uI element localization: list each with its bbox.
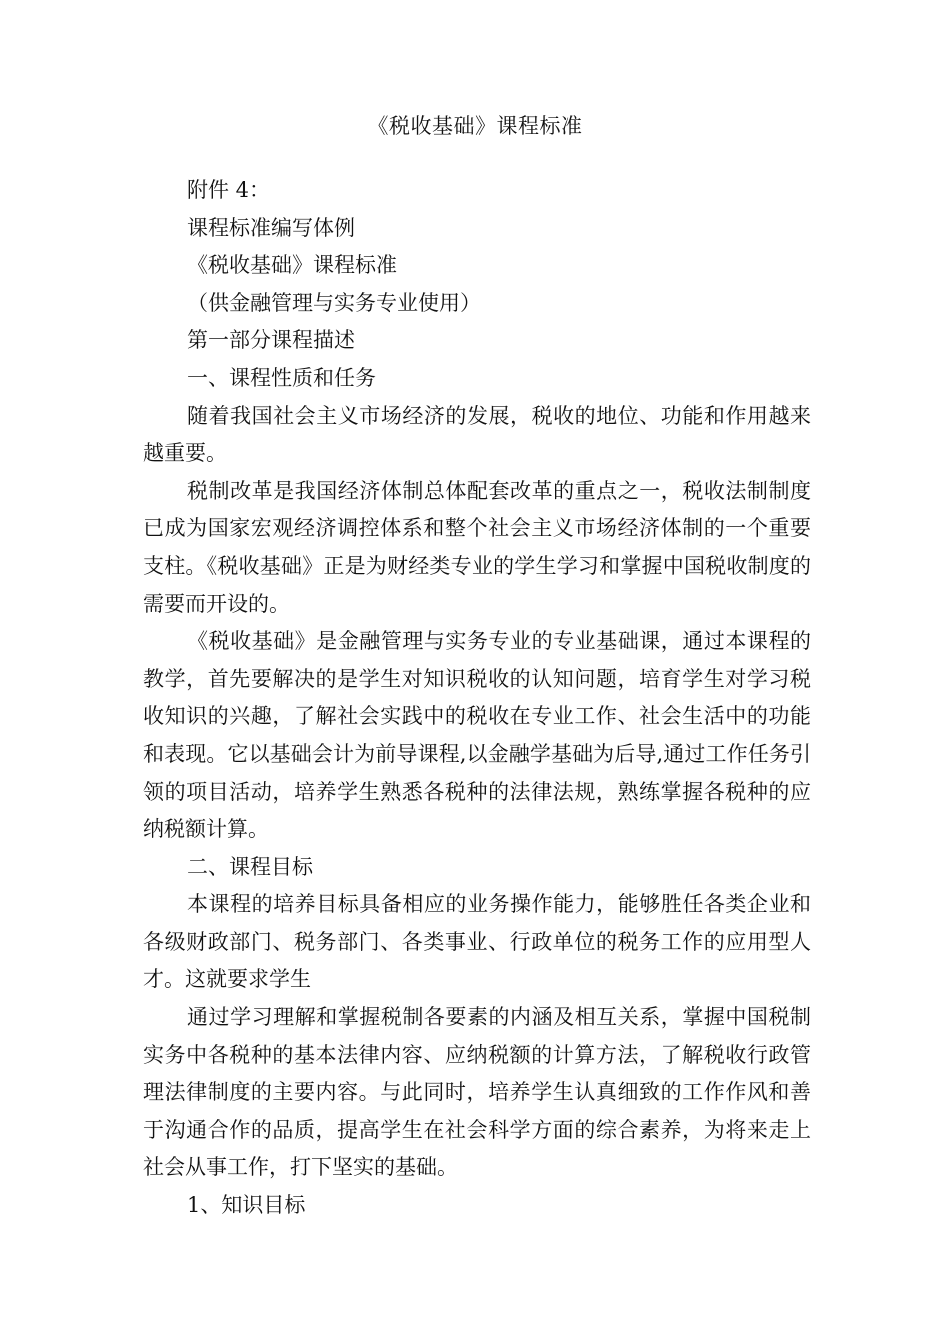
paragraph-3: 《税收基础》是金融管理与实务专业的专业基础课，通过本课程的教学，首先要解决的是学生对知识税收的认知问题，培育学生对学习税收知识的兴趣，了解社会实践中的税收在专业工作、社会生活中的功能和表现。它以基础会计为前导课程,以金融学基础为后导,通过工作任务引领的项目活动，培养学生熟悉各税种的法律法规，熟练掌握各税种的应纳税额计算。	[143, 629, 811, 842]
attachment-label: 附件 4：	[187, 178, 271, 202]
section-one-heading: 一、课程性质和任务	[187, 365, 376, 390]
paragraph-2: 税制改革是我国经济体制总体配套改革的重点之一，税收法制制度已成为国家宏观经济调控体系和整个社会主义市场经济体制的一个重要支柱。《税收基础》正是为财经类专业的学生学习和掌握中国税收制度的需要而开设的。	[143, 478, 811, 616]
paragraph-5: 通过学习理解和掌握税制各要素的内涵及相互关系，掌握中国税制实务中各税种的基本法律内容、应纳税额的计算方法，了解税收行政管理法律制度的主要内容。与此同时，培养学生认真细致的工作作风和善于沟通合作的品质，提高学生在社会科学方面的综合素养，为将来走上社会从事工作，打下坚实的基础。	[143, 1005, 811, 1180]
document-title: 《税收基础》课程标准	[367, 114, 583, 138]
document-body	[143, 172, 811, 1225]
section-two-heading: 二、课程目标	[187, 854, 313, 879]
usage-note: （供金融管理与实务专业使用）	[187, 290, 481, 315]
part-one-heading: 第一部分课程描述	[187, 328, 355, 353]
paragraph-4: 本课程的培养目标具备相应的业务操作能力，能够胜任各类企业和各级财政部门、税务部门、各类事业、行政单位的税务工作的应用型人才。这就要求学生	[143, 892, 811, 992]
paragraph-1: 随着我国社会主义市场经济的发展，税收的地位、功能和作用越来越重要。	[143, 403, 811, 466]
template-heading: 课程标准编写体例	[187, 215, 355, 240]
knowledge-goal-heading: 1、知识目标	[187, 1193, 306, 1218]
course-standard-heading: 《税收基础》课程标准	[187, 253, 397, 278]
